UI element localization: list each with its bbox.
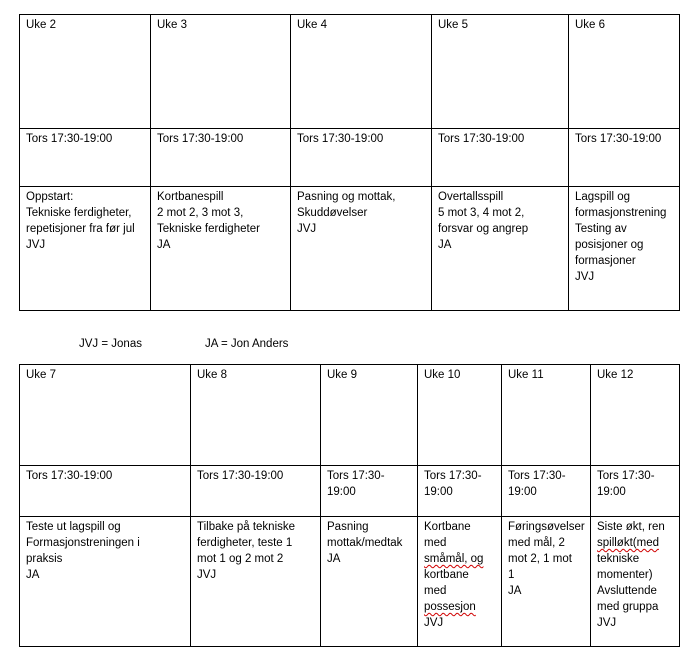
content-line: Kortbane xyxy=(424,521,471,533)
trainer-initials: JA xyxy=(157,239,171,251)
trainer-initials: JVJ xyxy=(575,271,595,283)
content-line: posisjoner og xyxy=(575,239,644,251)
content-line: possesjon xyxy=(424,601,476,613)
content-line: 5 mot 3, 4 mot 2, xyxy=(438,207,525,219)
content-line: småmål, og xyxy=(424,553,484,565)
time-row xyxy=(20,466,680,517)
content-cell xyxy=(432,187,569,311)
content-line: Pasning og mottak, xyxy=(297,191,396,203)
content-line: med mål, 2 xyxy=(508,537,565,549)
time-cell: Tors 17:30-19:00 xyxy=(191,466,321,517)
week-cell: Uke 11 xyxy=(502,365,591,466)
content-line: Overtallsspill xyxy=(438,191,504,203)
time-cell: Tors 17:30-19:00 xyxy=(418,466,502,517)
time-cell: Tors 17:30-19:00 xyxy=(20,129,151,187)
content-line: spilløkt(med xyxy=(597,537,659,549)
week-cell: Uke 9 xyxy=(321,365,418,466)
content-line: formasjoner xyxy=(575,255,636,267)
content-cell xyxy=(291,187,432,311)
content-cell xyxy=(151,187,291,311)
content-line: med xyxy=(424,585,447,597)
trainer-initials: JA xyxy=(508,585,522,597)
time-cell: Tors 17:30-19:00 xyxy=(321,466,418,517)
content-line: Tilbake på tekniske xyxy=(197,521,296,533)
trainer-initials: JVJ xyxy=(424,617,444,629)
time-cell: Tors 17:30-19:00 xyxy=(151,129,291,187)
time-cell: Tors 17:30-19:00 xyxy=(591,466,680,517)
week-cell: Uke 4 xyxy=(291,15,432,129)
content-line: ferdigheter, teste 1 xyxy=(197,537,293,549)
content-line: Avsluttende xyxy=(597,585,657,597)
time-row xyxy=(20,129,680,187)
content-line: tekniske xyxy=(597,553,640,565)
content-row xyxy=(20,517,680,647)
content-line: med gruppa xyxy=(597,601,659,613)
content-cell xyxy=(191,517,321,647)
content-line: kortbane xyxy=(424,569,469,581)
content-line: Pasning xyxy=(327,521,369,533)
content-line: praksis xyxy=(26,553,63,565)
content-line: mottak/medtak xyxy=(327,537,403,549)
content-line: Teste ut lagspill og xyxy=(26,521,121,533)
week-header-row xyxy=(20,365,680,466)
content-cell xyxy=(502,517,591,647)
week-cell: Uke 10 xyxy=(418,365,502,466)
time-cell: Tors 17:30-19:00 xyxy=(502,466,591,517)
week-cell: Uke 3 xyxy=(151,15,291,129)
week-cell: Uke 12 xyxy=(591,365,680,466)
content-cell xyxy=(20,187,151,311)
week-cell: Uke 8 xyxy=(191,365,321,466)
content-line: Siste økt, ren xyxy=(597,521,665,533)
content-line: momenter) xyxy=(597,569,653,581)
content-line: Tekniske ferdigheter, xyxy=(26,207,132,219)
time-cell: Tors 17:30-19:00 xyxy=(569,129,680,187)
schedule-table-weeks-7-12 xyxy=(19,364,680,647)
trainer-initials: JVJ xyxy=(197,569,217,581)
trainer-initials: JVJ xyxy=(297,223,317,235)
trainer-initials: JA xyxy=(26,569,40,581)
trainer-initials: JA xyxy=(438,239,452,251)
content-line: 2 mot 2, 3 mot 3, xyxy=(157,207,244,219)
content-line: Føringsøvelser xyxy=(508,521,585,533)
trainer-initials: JVJ xyxy=(26,239,46,251)
content-line: Skuddøvelser xyxy=(297,207,368,219)
content-line: Kortbanespill xyxy=(157,191,224,203)
time-cell: Tors 17:30-19:00 xyxy=(432,129,569,187)
content-line: mot 1 og 2 mot 2 xyxy=(197,553,284,565)
content-line: formasjonstrening xyxy=(575,207,667,219)
week-cell: Uke 5 xyxy=(432,15,569,129)
week-cell: Uke 2 xyxy=(20,15,151,129)
week-cell: Uke 6 xyxy=(569,15,680,129)
week-cell: Uke 7 xyxy=(20,365,191,466)
content-cell xyxy=(321,517,418,647)
content-row xyxy=(20,187,680,311)
schedule-table-weeks-2-6 xyxy=(19,14,680,311)
time-cell: Tors 17:30-19:00 xyxy=(291,129,432,187)
content-cell xyxy=(591,517,680,647)
content-line: 1 xyxy=(508,569,515,581)
content-line: Testing av xyxy=(575,223,627,235)
content-line: Formasjonstreningen i xyxy=(26,537,140,549)
content-line: mot 2, 1 mot xyxy=(508,553,572,565)
content-cell xyxy=(20,517,191,647)
content-cell xyxy=(418,517,502,647)
content-cell xyxy=(569,187,680,311)
time-cell: Tors 17:30-19:00 xyxy=(20,466,191,517)
legend-jvj: JVJ = Jonas xyxy=(79,338,142,350)
trainer-initials: JVJ xyxy=(597,617,617,629)
legend-ja: JA = Jon Anders xyxy=(205,338,289,350)
content-line: med xyxy=(424,537,447,549)
content-line: Tekniske ferdigheter xyxy=(157,223,260,235)
content-line: repetisjoner fra før jul xyxy=(26,223,135,235)
trainer-initials: JA xyxy=(327,553,341,565)
week-header-row xyxy=(20,15,680,129)
content-line: Oppstart: xyxy=(26,191,74,203)
content-line: Lagspill og xyxy=(575,191,630,203)
content-line: forsvar og angrep xyxy=(438,223,529,235)
